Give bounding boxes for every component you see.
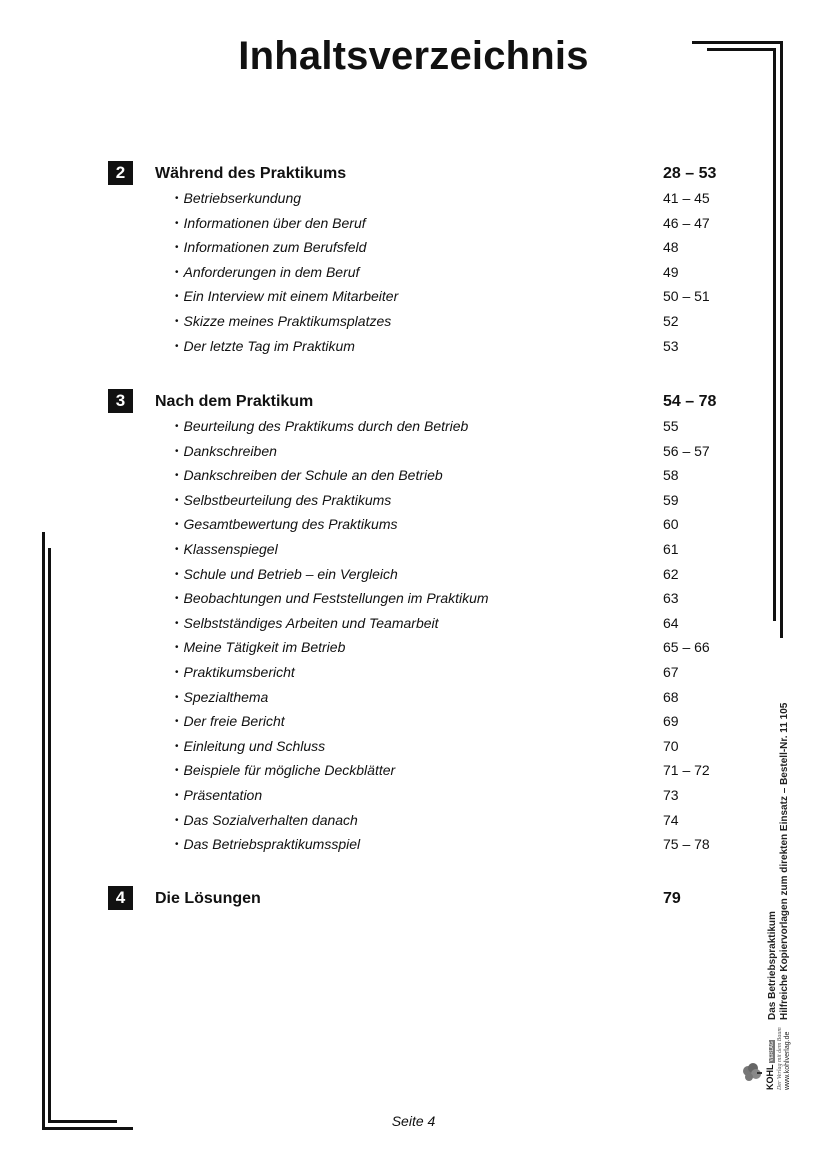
toc-item-pages: 65 – 66 [663,639,710,656]
toc-item-pages: 75 – 78 [663,836,710,853]
section-number-badge: 2 [108,161,133,185]
toc-item-label: • Klassenspiegel [175,540,278,561]
publisher-name: KOHL [765,1064,775,1090]
toc-item-label: • Dankschreiben [175,442,277,463]
toc-section-2 [108,161,728,359]
toc-item-label: • Meine Tätigkeit im Betrieb [175,638,345,659]
toc-item[interactable] [108,612,728,637]
toc-item[interactable] [108,636,728,661]
toc-item[interactable] [108,833,728,858]
toc-item-label: • Der freie Bericht [175,712,285,733]
toc-item-label: • Skizze meines Praktikumsplatzes [175,312,391,333]
toc-item[interactable] [108,310,728,335]
section-heading[interactable] [108,161,728,187]
toc-item-pages: 70 [663,737,679,754]
border-top-right-inner-v [773,48,776,621]
toc-item-pages: 49 [663,263,679,280]
publisher-tagline: Der Verlag mit dem Baum [777,1027,783,1090]
toc-section-4 [108,886,728,912]
toc-item-pages: 46 – 47 [663,214,710,231]
publisher-url[interactable]: www.kohlverlag.de [784,1031,791,1090]
toc-item[interactable] [108,784,728,809]
toc-item-pages: 74 [663,811,679,828]
toc-item[interactable] [108,261,728,286]
toc-item[interactable] [108,686,728,711]
toc-item[interactable] [108,587,728,612]
toc-item-pages: 73 [663,786,679,803]
section-heading[interactable] [108,886,728,912]
toc-item-label: • Beurteilung des Praktikums durch den Betrieb [175,417,468,438]
toc-item[interactable] [108,187,728,212]
border-bottom-left-inner-v [48,548,51,1122]
logo-text [765,1018,792,1090]
toc-item[interactable] [108,735,728,760]
section-heading[interactable] [108,389,728,415]
toc-item-label: • Das Betriebspraktikumsspiel [175,835,360,856]
toc-item-label: • Selbstbeurteilung des Praktikums [175,491,391,512]
section-pages: 54 – 78 [663,393,717,410]
toc-items [108,187,728,359]
toc-item-pages: 62 [663,565,679,582]
toc-item[interactable] [108,440,728,465]
publisher-logo [741,1018,789,1090]
toc-item-pages: 48 [663,239,679,256]
toc-item-pages: 60 [663,516,679,533]
section-pages: 28 – 53 [663,165,717,182]
toc-item-label: • Ein Interview mit einem Mitarbeiter [175,287,398,308]
section-title: Während des Praktikums [155,165,347,182]
toc-item-label: • Spezialthema [175,688,268,709]
toc-item-label: • Einleitung und Schluss [175,737,325,758]
toc-item-pages: 52 [663,312,679,329]
toc-item[interactable] [108,464,728,489]
section-title: Nach dem Praktikum [155,393,314,410]
toc-item[interactable] [108,563,728,588]
toc-item-label: • Anforderungen in dem Beruf [175,263,359,284]
toc-item-pages: 69 [663,713,679,730]
toc-item-label: • Informationen zum Berufsfeld [175,238,366,259]
toc-item[interactable] [108,212,728,237]
toc-item-label: • Der letzte Tag im Praktikum [175,337,355,358]
tree-icon [741,1062,763,1088]
toc-item[interactable] [108,236,728,261]
toc-item-label: • Schule und Betrieb – ein Vergleich [175,565,398,586]
toc-item[interactable] [108,415,728,440]
toc-item-label: • Betriebserkundung [175,189,301,210]
toc-item[interactable] [108,489,728,514]
toc-item-pages: 64 [663,614,679,631]
toc-item[interactable] [108,538,728,563]
imprint-book-title: Das Betriebspraktikum [767,911,778,1020]
toc-item[interactable] [108,759,728,784]
border-top-right-outer-v [780,41,783,638]
toc-item[interactable] [108,335,728,360]
section-number-badge: 4 [108,886,133,910]
toc-item[interactable] [108,285,728,310]
toc-item-label: • Praktikumsbericht [175,663,295,684]
toc-item[interactable] [108,710,728,735]
section-title: Die Lösungen [155,890,261,907]
toc-item-pages: 53 [663,337,679,354]
toc-item-pages: 63 [663,590,679,607]
toc-item-label: • Selbstständiges Arbeiten und Teamarbeit [175,614,439,635]
section-number-badge: 3 [108,389,133,413]
toc-item-pages: 50 – 51 [663,288,710,305]
toc-item-label: • Beispiele für mögliche Deckblätter [175,761,395,782]
toc-item-pages: 41 – 45 [663,190,710,206]
side-imprint [741,700,791,1100]
page-title: Inhaltsverzeichnis [238,34,589,78]
toc-item-label: • Präsentation [175,786,262,807]
toc-section-3 [108,389,728,858]
toc-item-pages: 61 [663,540,679,557]
toc-item-pages: 55 [663,418,679,434]
toc-items [108,415,728,858]
toc-item-pages: 67 [663,663,679,680]
page-number: Seite 4 [391,1113,436,1129]
toc-item-pages: 68 [663,688,679,705]
toc-item-pages: 59 [663,491,679,508]
toc-item[interactable] [108,809,728,834]
toc-item[interactable] [108,661,728,686]
publisher-badge: VERLAG [769,1041,775,1062]
toc-item-pages: 58 [663,467,679,484]
section-pages: 79 [663,890,681,907]
toc-item[interactable] [108,513,728,538]
toc-item-pages: 71 – 72 [663,762,710,779]
imprint-subtitle: Hilfreiche Kopiervorlagen zum direkten Einsatz – Bestell-Nr. 11 105 [779,702,790,1020]
border-bottom-left-outer-v [42,532,45,1130]
toc-item-label: • Informationen über den Beruf [175,214,366,235]
imprint-text [767,700,791,1020]
toc-item-pages: 56 – 57 [663,442,710,459]
toc-item-label: • Das Sozialverhalten danach [175,811,358,832]
toc-item-label: • Dankschreiben der Schule an den Betrieb [175,466,443,487]
toc-item-label: • Gesamtbewertung des Praktikums [175,515,398,536]
toc-item-label: • Beobachtungen und Feststellungen im Praktikum [175,589,489,610]
